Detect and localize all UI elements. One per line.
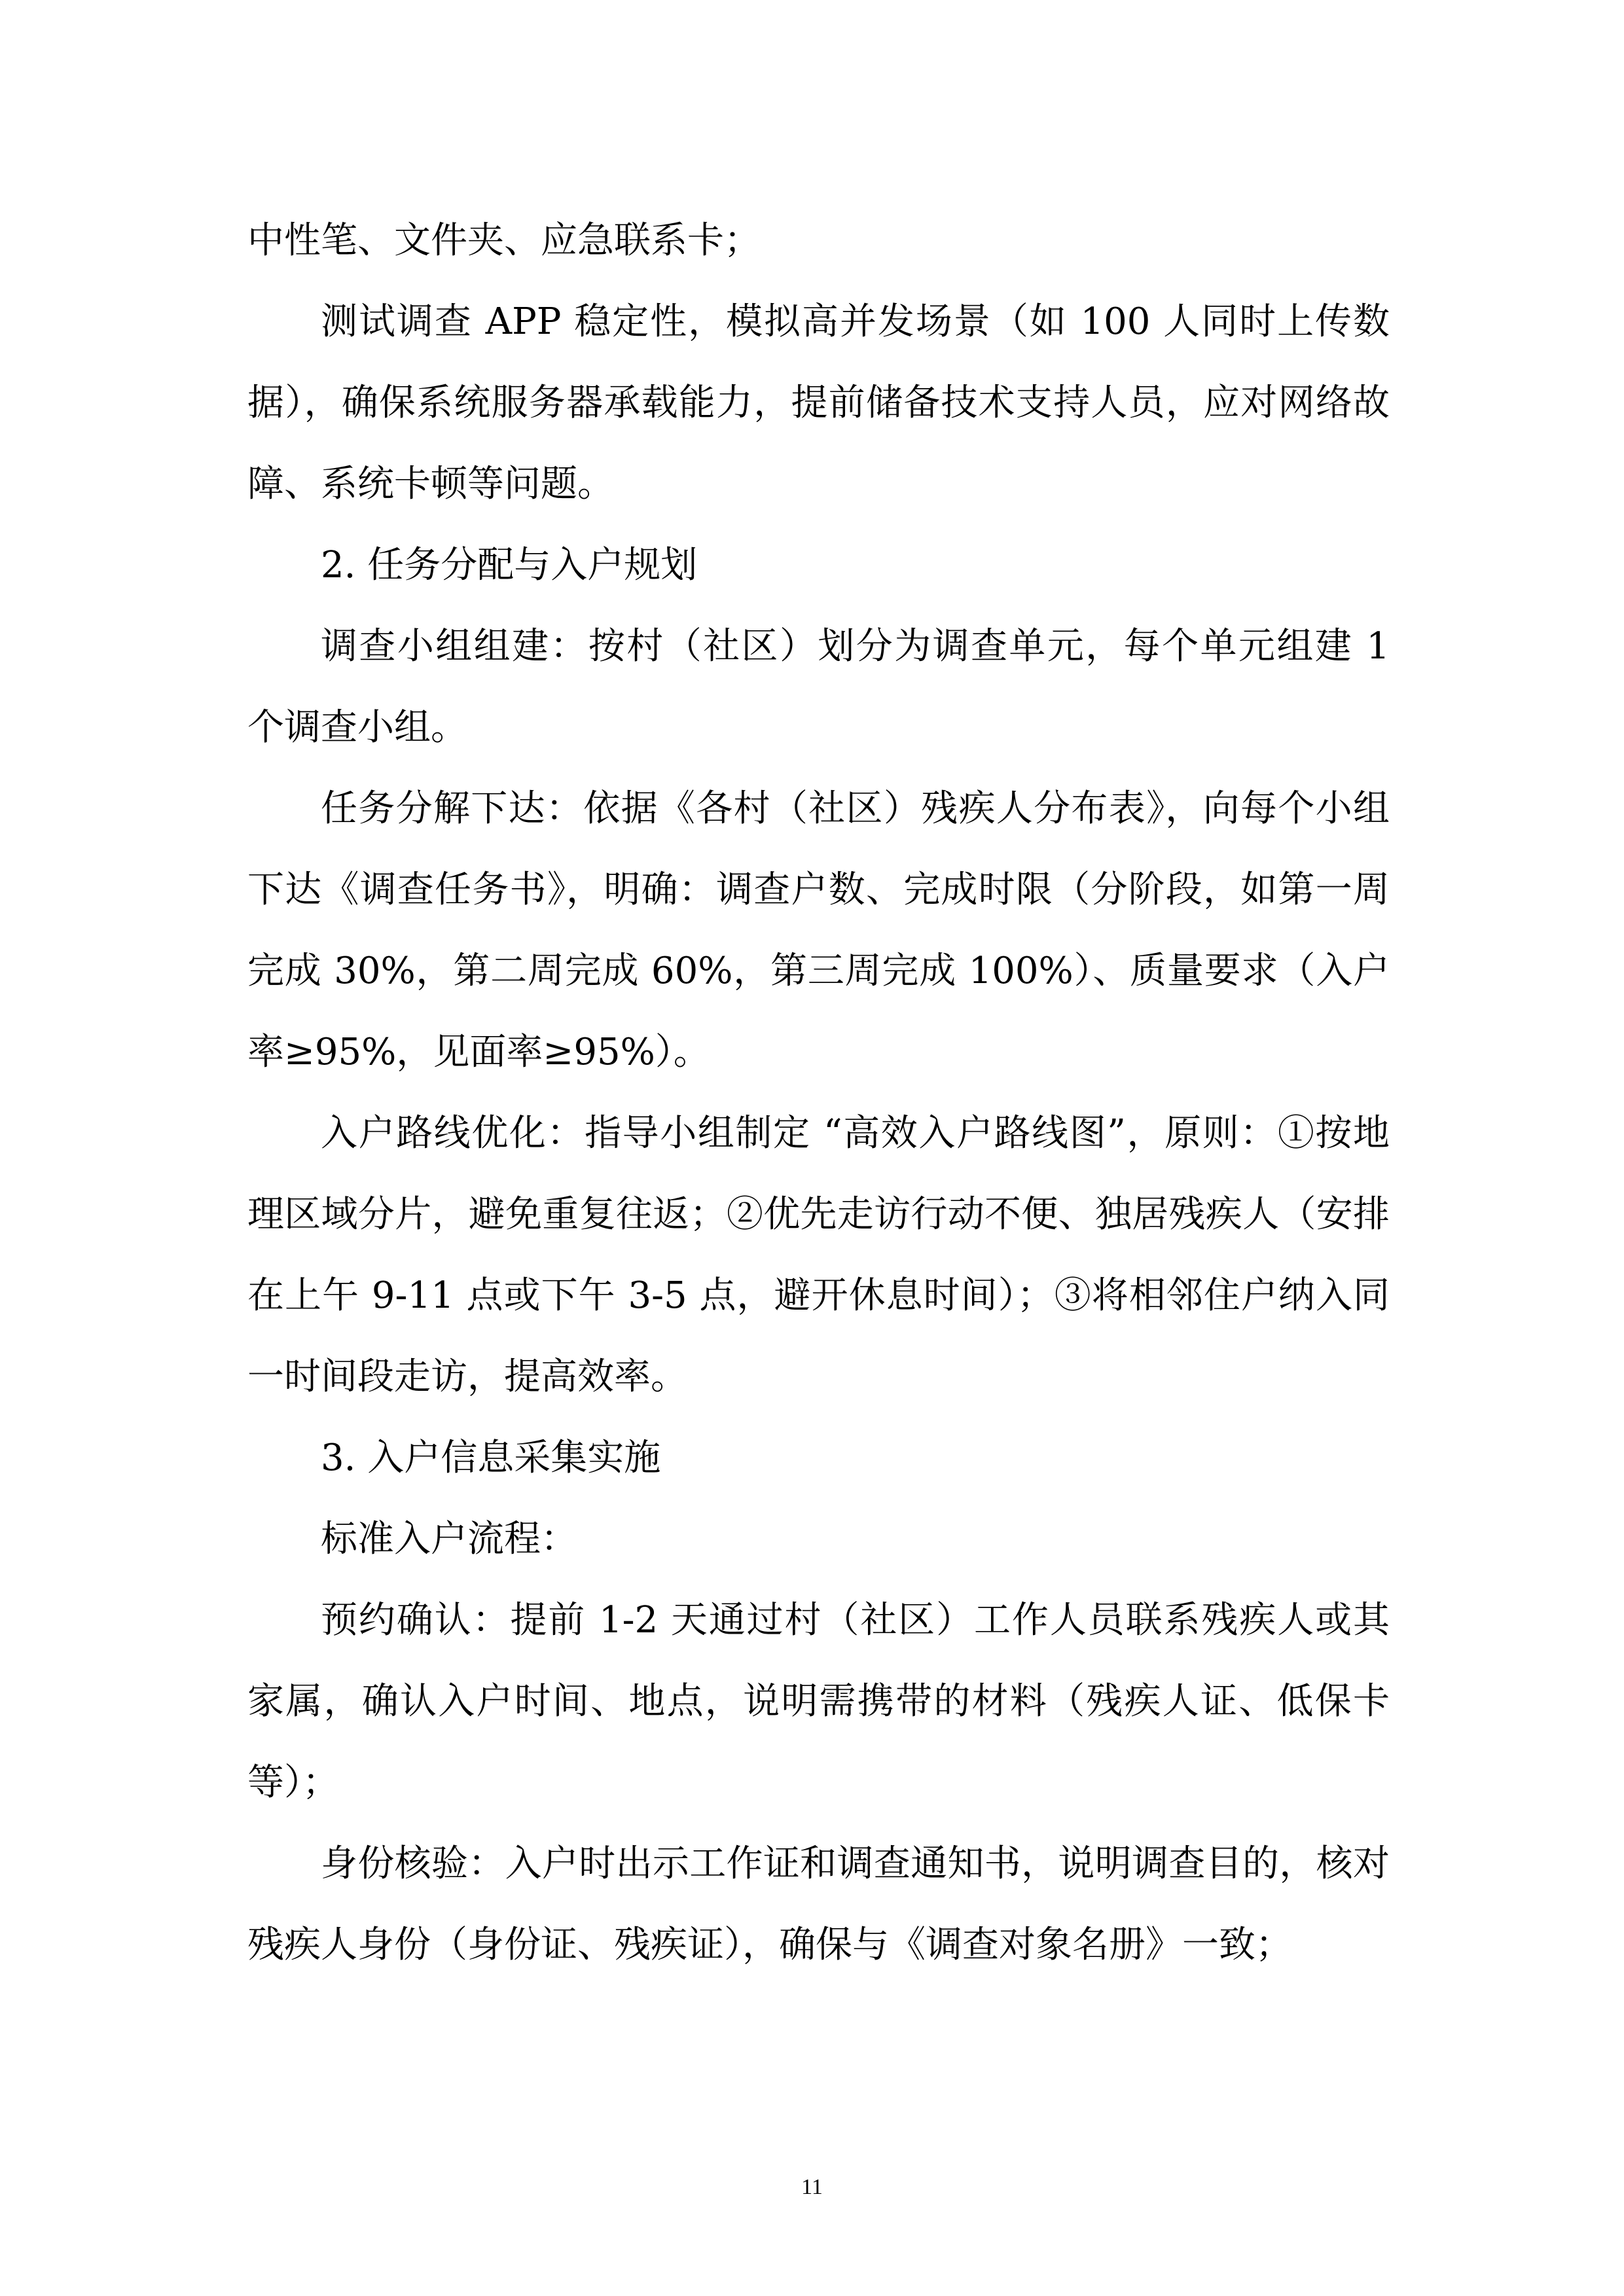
paragraph-appointment-confirmation: 预约确认：提前 1-2 天通过村（社区）工作人员联系残疾人或其家属，确认入户时间、地点，说明需携带的材料（残疾人证、低保卡等）； [247,1599,1390,1804]
paragraph-survey-group-formation: 调查小组组建：按村（社区）划分为调查单元，每个单元组建 1 个调查小组。 [247,625,1390,749]
section-heading-info-collection: 3. 入户信息采集实施 [321,1437,661,1479]
paragraph-route-optimization: 入户路线优化：指导小组制定 “高效入户路线图”，原则：①按地理区域分片，避免重复往返；②优先走访行动不便、独居残疾人（安排在上午 9-11 点或下午 3-5 点，避开休息时间）；③将相邻住户纳入同一时间段走访，提高效率。 [247,1112,1390,1398]
paragraph-supplies-continuation: 中性笔、文件夹、应急联系卡； [247,219,761,262]
page-number: 11 [801,2175,823,2199]
paragraph-standard-process: 标准入户流程： [321,1518,577,1560]
document-body [247,200,1390,1986]
section-heading-task-assignment: 2. 任务分配与入户规划 [321,544,698,586]
paragraph-app-stability-test: 测试调查 APP 稳定性，模拟高并发场景（如 100 人同时上传数据），确保系统服务器承载能力，提前储备技术支持人员，应对网络故障、系统卡顿等问题。 [247,300,1390,505]
paragraph-identity-verification: 身份核验：入户时出示工作证和调查通知书，说明调查目的，核对残疾人身份（身份证、残疾证），确保与《调查对象名册》一致； [247,1842,1390,1966]
paragraph-task-breakdown: 任务分解下达：依据《各村（社区）残疾人分布表》，向每个小组下达《调查任务书》，明确：调查户数、完成时限（分阶段，如第一周完成 30%，第二周完成 60%，第三周完成 100%）、质量要求（入户率≥95%，见面率≥95%）。 [247,787,1390,1073]
